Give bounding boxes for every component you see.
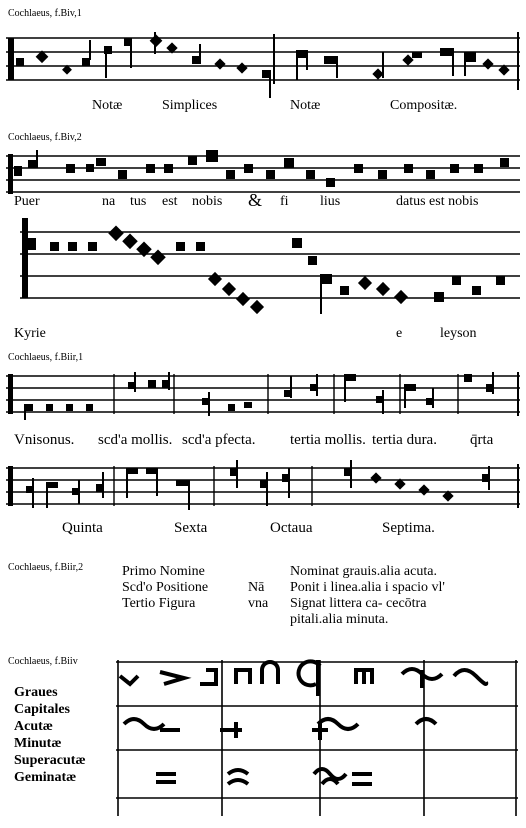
lyric-quarta: q̄rta xyxy=(470,432,494,448)
caption-4: Cochlaeus, f.Biir,2 xyxy=(8,562,84,573)
lyric-lius: lius xyxy=(320,194,341,209)
lyric-na: na xyxy=(102,194,116,209)
label-superacutae: Superacutæ xyxy=(14,753,86,768)
label-minutae: Minutæ xyxy=(14,736,62,751)
caption-5: Cochlaeus, f.Biiv xyxy=(8,656,78,667)
staff-3b xyxy=(6,458,520,516)
lyric-e: e xyxy=(396,326,403,341)
row-labels xyxy=(14,684,86,786)
staff-3a xyxy=(6,370,520,426)
col3 xyxy=(290,564,445,628)
lyric-kyrie: Kyrie xyxy=(14,326,46,341)
lyric-sexta: Sexta xyxy=(174,520,208,536)
lyric-unisonus: Vnisonus. xyxy=(14,432,75,448)
col1-line-1: Primo Nomine xyxy=(122,564,205,579)
lyric-notae-1: Notæ xyxy=(92,98,123,113)
col2 xyxy=(248,564,268,612)
lyric-et: & xyxy=(248,190,263,210)
staff-1 xyxy=(6,30,520,102)
lyric-secunda-perfecta: scd'a pfecta. xyxy=(182,432,256,448)
lyric-notae-2: Notæ xyxy=(290,98,321,113)
staff-2b xyxy=(6,214,520,320)
col3-line-4: pitali.alia minuta. xyxy=(290,612,389,627)
col2-line-2: Nā xyxy=(248,580,265,595)
lyric-tus: tus xyxy=(130,194,147,209)
lyric-tertia-mollis: tertia mollis. xyxy=(290,432,366,448)
label-acutae: Acutæ xyxy=(14,719,53,734)
caption-3: Cochlaeus, f.Biir,1 xyxy=(8,352,84,363)
col2-line-3: vna xyxy=(248,596,269,611)
label-capitales: Capitales xyxy=(14,702,70,717)
lyric-datus: datus est nobis xyxy=(396,194,479,209)
lyric-quinta: Quinta xyxy=(62,520,103,536)
lyric-septima: Septima. xyxy=(382,520,435,536)
lyric-compositae: Compositæ. xyxy=(390,98,458,113)
col3-line-3: Signat littera ca- cecōtra xyxy=(290,596,427,611)
col1-line-2: Scd'o Positione xyxy=(122,580,209,595)
label-geminatae: Geminatæ xyxy=(14,770,77,785)
lyric-fi: fi xyxy=(280,194,289,209)
lyric-puer: Puer xyxy=(14,194,40,209)
lyric-simplices: Simplices xyxy=(162,98,218,113)
label-graues: Graues xyxy=(14,685,58,700)
staff-5 xyxy=(116,656,518,820)
col1-line-3: Tertio Figura xyxy=(122,596,196,611)
lyric-tertia-dura: tertia dura. xyxy=(372,432,437,448)
col3-line-1: Nominat grauis.alia acuta. xyxy=(290,564,437,579)
lyric-leyson: leyson xyxy=(440,326,477,341)
lyric-secunda-mollis: scd'a mollis. xyxy=(98,432,173,448)
caption-1: Cochlaeus, f.Biv,1 xyxy=(8,8,82,19)
col2-line-1 xyxy=(248,564,268,580)
col1 xyxy=(122,564,208,612)
lyric-est: est xyxy=(162,194,178,209)
lyric-octaua: Octaua xyxy=(270,520,313,536)
lyric-nobis: nobis xyxy=(192,194,223,209)
col3-line-2: Ponit i linea.alia i spacio vl' xyxy=(290,580,445,595)
caption-2: Cochlaeus, f.Biv,2 xyxy=(8,132,82,143)
